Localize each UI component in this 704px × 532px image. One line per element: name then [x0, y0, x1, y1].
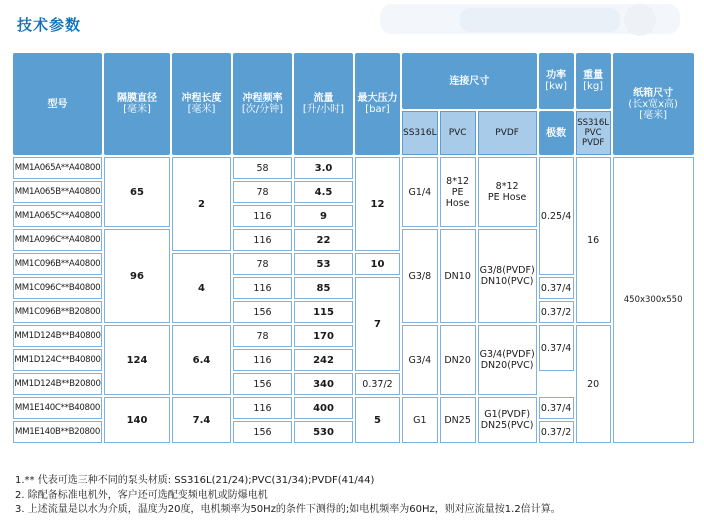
header-conn-pvdf: PVDF [478, 111, 537, 155]
flow-cell: 115 [294, 301, 353, 323]
diaphragm-cell: 96 [104, 229, 170, 323]
stroke-cell: 7.4 [172, 397, 231, 443]
conn-pvdf-cell: G3/8(PVDF) DN10(PVC) [478, 229, 537, 323]
flow-cell: 9 [294, 205, 353, 227]
conn-ss-cell: G1/4 [402, 157, 438, 227]
header-pressure: 最大压力 [bar] [355, 53, 400, 155]
flow-cell: 170 [294, 325, 353, 347]
frequency-cell: 78 [233, 181, 292, 203]
note-2: 2. 除配备标准电机外，客户还可选配变频电机或防爆电机 [15, 489, 268, 501]
model-cell: MM1A065B**A40800 [13, 181, 102, 203]
header-weight-material: SS316L PVC PVDF [576, 111, 611, 155]
frequency-cell: 156 [233, 301, 292, 323]
conn-pvdf-cell: G3/4(PVDF) DN20(PVC) [478, 325, 537, 395]
flow-cell: 340 [294, 373, 353, 395]
frequency-cell: 116 [233, 205, 292, 227]
conn-ss-cell: G1 [402, 397, 438, 443]
frequency-cell: 58 [233, 157, 292, 179]
conn-ss-cell: G3/4 [402, 325, 438, 395]
model-cell: MM1C096B**A40800 [13, 253, 102, 275]
model-cell: MM1A065A**A40800 [13, 157, 102, 179]
pressure-cell: 10 [355, 253, 400, 275]
frequency-cell: 116 [233, 397, 292, 419]
model-cell: MM1E140C**B40800 [13, 397, 102, 419]
power-cell: 0.37/4 [539, 325, 574, 371]
conn-pvc-cell: DN10 [440, 229, 476, 323]
header-frequency: 冲程频率 [次/分钟] [233, 53, 292, 155]
frequency-cell: 116 [233, 229, 292, 251]
flow-cell: 4.5 [294, 181, 353, 203]
power-cell: 0.25/4 [539, 157, 574, 275]
spec-table [11, 51, 696, 445]
model-cell: MM1C096C**B40800 [13, 277, 102, 299]
frequency-cell: 78 [233, 253, 292, 275]
header-stroke: 冲程长度 [毫米] [172, 53, 231, 155]
frequency-cell: 116 [233, 277, 292, 299]
flow-cell: 3.0 [294, 157, 353, 179]
notes [15, 474, 561, 518]
header-diaphragm: 隔膜直径 [毫米] [104, 53, 170, 155]
model-cell: MM1A096C**A40800 [13, 229, 102, 251]
header-decoration [340, 0, 704, 36]
conn-ss-cell: G3/8 [402, 229, 438, 323]
section-title: 技术参数 [17, 16, 82, 34]
conn-pvc-cell: 8*12 PE Hose [440, 157, 476, 227]
power-cell: 0.37/2 [355, 373, 400, 395]
model-cell: MM1A065C**A40800 [13, 205, 102, 227]
weight-cell: 20 [576, 325, 611, 443]
flow-cell: 242 [294, 349, 353, 371]
flow-cell: 400 [294, 397, 353, 419]
pressure-cell: 5 [355, 397, 400, 443]
power-cell: 0.37/4 [539, 277, 574, 299]
flow-cell: 22 [294, 229, 353, 251]
weight-cell: 16 [576, 157, 611, 323]
header-box: 纸箱尺寸 (长x宽x高) [毫米] [613, 53, 694, 155]
model-cell: MM1D124C**B40800 [13, 349, 102, 371]
frequency-cell: 156 [233, 421, 292, 443]
diaphragm-cell: 124 [104, 325, 170, 395]
note-1: 1.** 代表可选三种不同的泵头材质: SS316L(21/24);PVC(31/34);PVDF(41/44) [15, 475, 375, 486]
diaphragm-cell: 65 [104, 157, 170, 227]
note-3: 3. 上述流量是以水为介质，温度为20度，电机频率为50Hz的条件下测得的;如电机频率为60Hz，则对应流量按1.2倍计算。 [15, 504, 561, 515]
stroke-cell: 6.4 [172, 325, 231, 395]
model-cell: MM1D124B**B20800 [13, 373, 102, 395]
frequency-cell: 156 [233, 373, 292, 395]
model-cell: MM1D124B**B40800 [13, 325, 102, 347]
header-flow: 流量 [升/小时] [294, 53, 353, 155]
header-weight: 重量 [kg] [576, 53, 611, 109]
conn-pvc-cell: DN25 [440, 397, 476, 443]
pressure-cell: 7 [355, 277, 400, 371]
header-poles: 极数 [539, 111, 574, 155]
conn-pvc-cell: DN20 [440, 325, 476, 395]
flow-cell: 85 [294, 277, 353, 299]
header-model: 型号 [13, 53, 102, 155]
model-cell: MM1C096B**B20800 [13, 301, 102, 323]
stroke-cell: 4 [172, 253, 231, 323]
power-cell: 0.37/4 [539, 397, 574, 419]
header-power: 功率 [kw] [539, 53, 574, 109]
header-connection: 连接尺寸 [402, 53, 537, 109]
conn-pvdf-cell: 8*12 PE Hose [478, 157, 537, 227]
frequency-cell: 78 [233, 325, 292, 347]
header-conn-ss: SS316L [402, 111, 438, 155]
conn-pvdf-cell: G1(PVDF) DN25(PVC) [478, 397, 537, 443]
stroke-cell: 2 [172, 157, 231, 251]
diaphragm-cell: 140 [104, 397, 170, 443]
power-cell: 0.37/2 [539, 421, 574, 443]
model-cell: MM1E140B**B20800 [13, 421, 102, 443]
pressure-cell: 12 [355, 157, 400, 251]
frequency-cell: 116 [233, 349, 292, 371]
box-size-cell: 450x300x550 [613, 157, 694, 443]
header-conn-pvc: PVC [440, 111, 476, 155]
power-cell: 0.37/2 [539, 301, 574, 323]
flow-cell: 53 [294, 253, 353, 275]
flow-cell: 530 [294, 421, 353, 443]
